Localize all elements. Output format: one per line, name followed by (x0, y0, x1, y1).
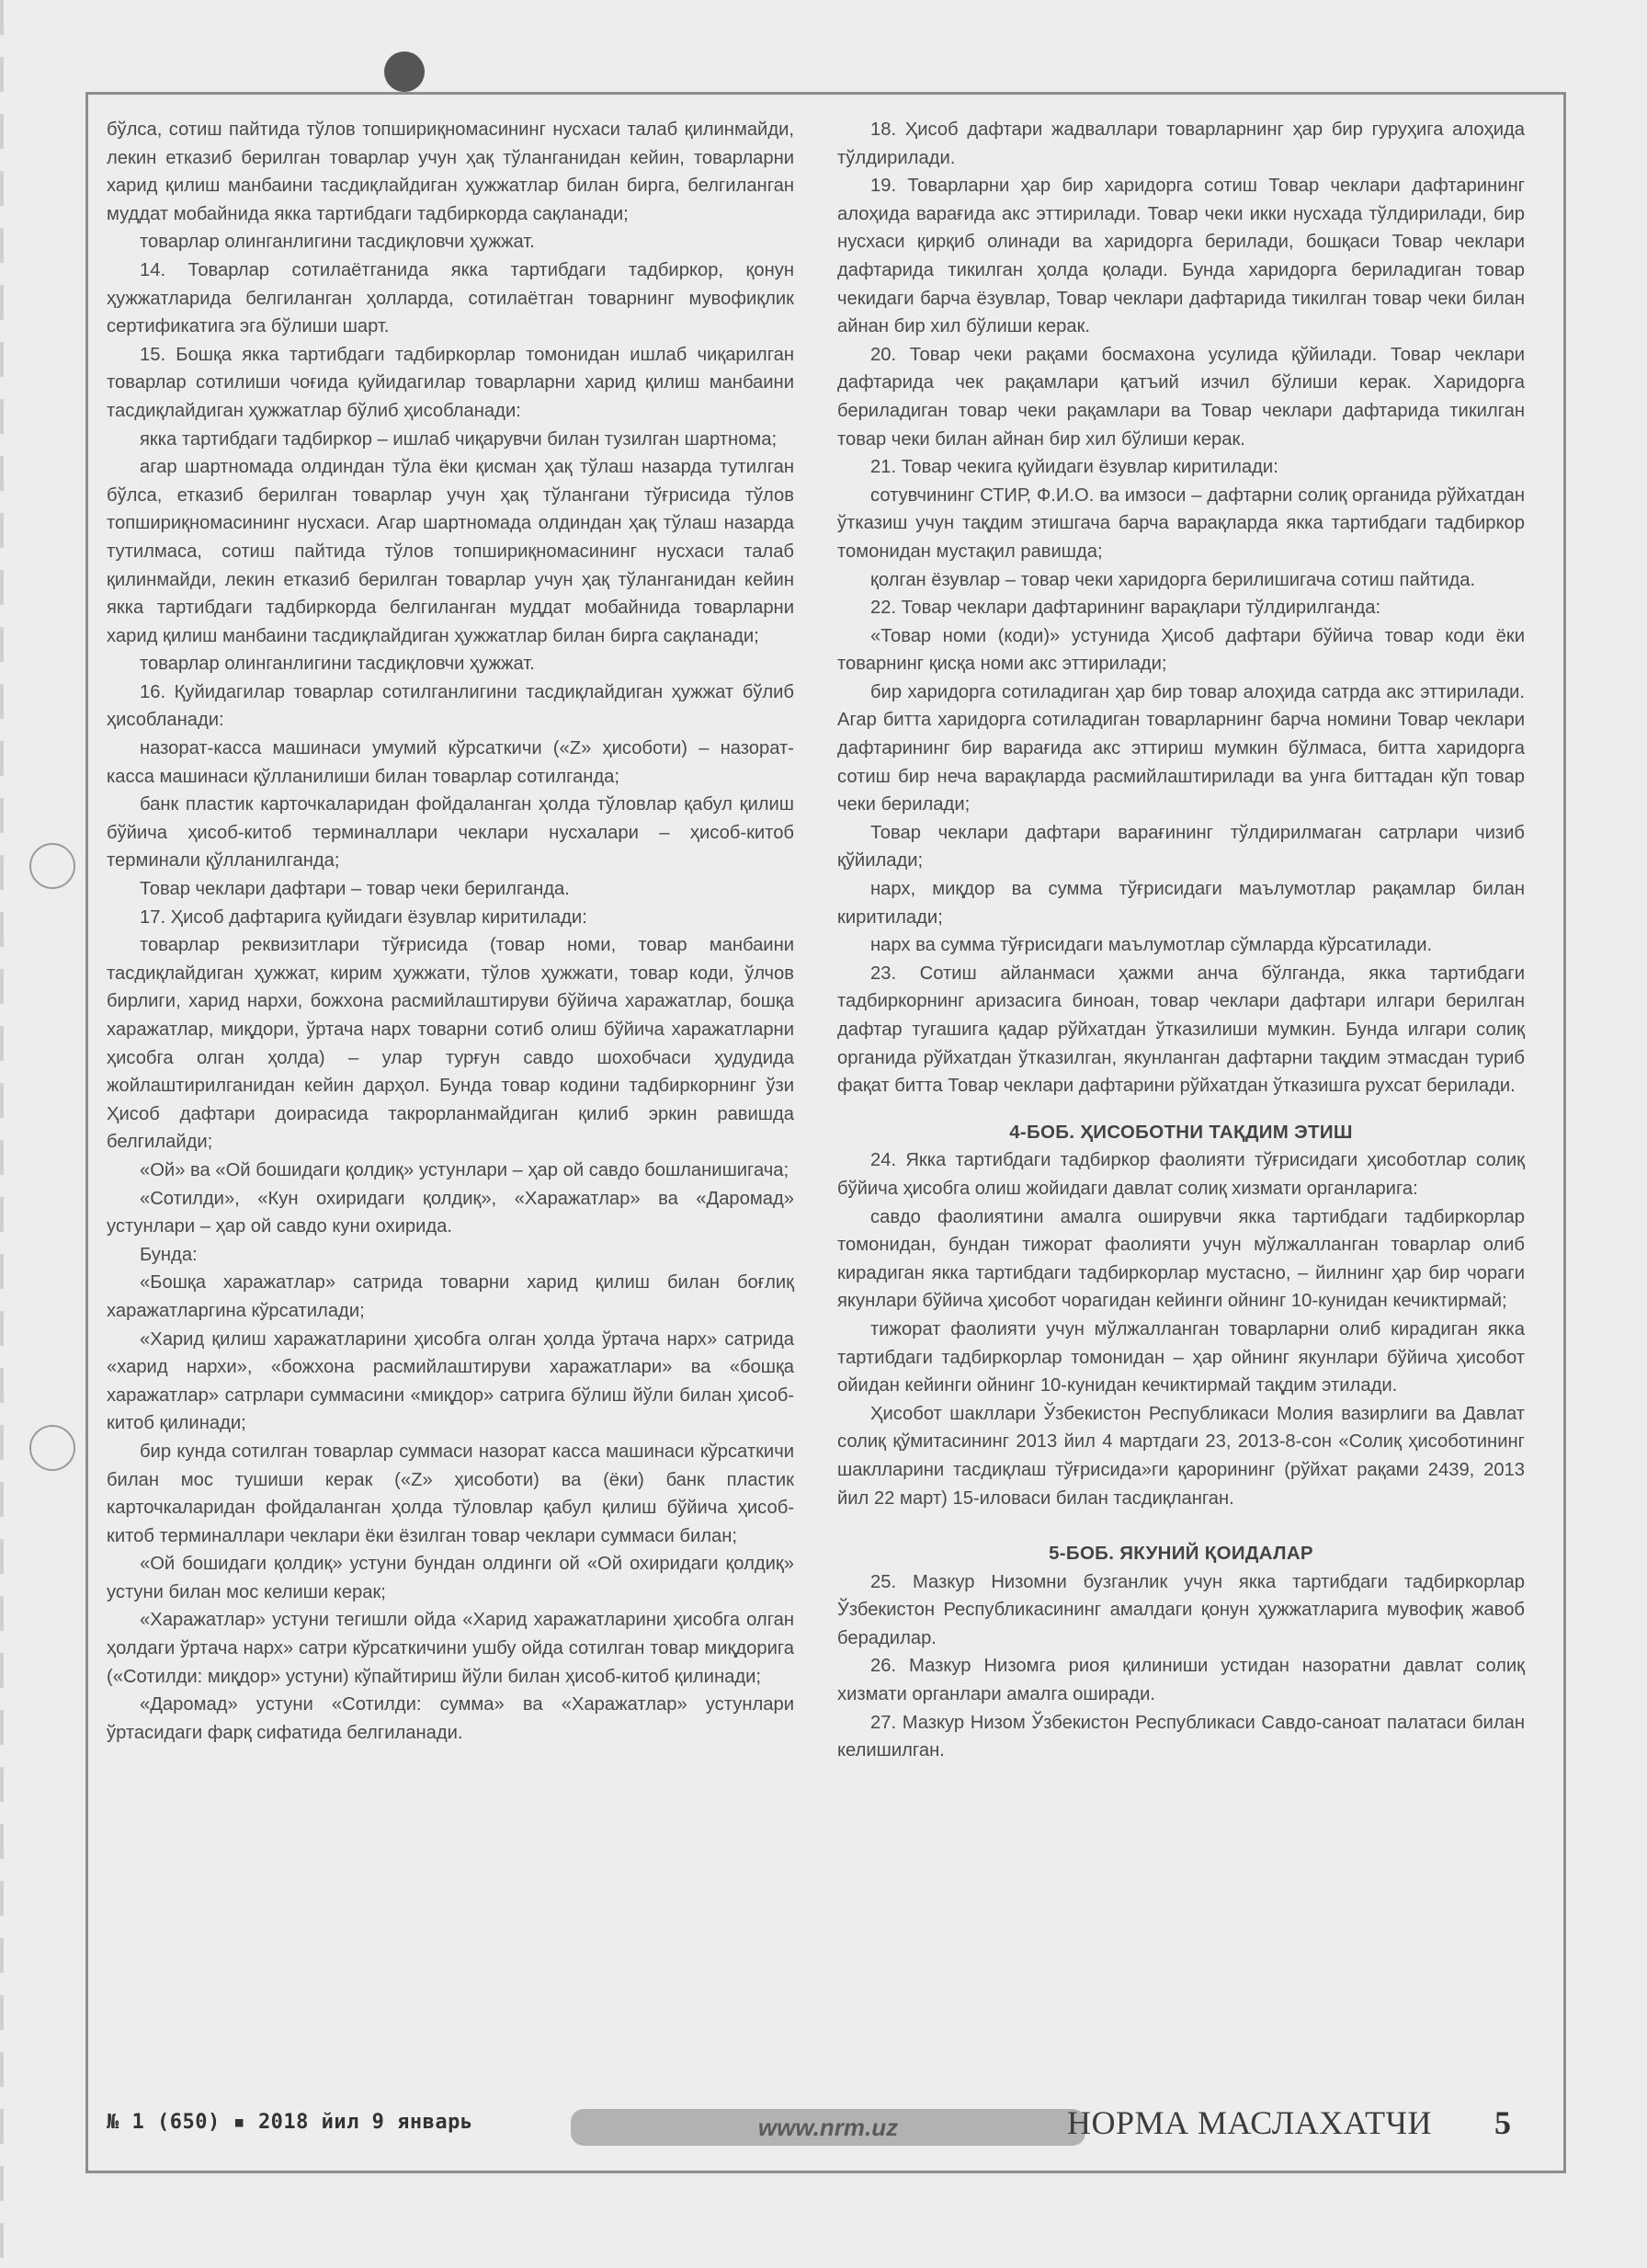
issue-info: № 1 (650) ▪ 2018 йил 9 январь (107, 2111, 473, 2134)
binder-ring-bottom (29, 1425, 75, 1471)
page-number: 5 (1494, 2104, 1511, 2141)
paragraph: «Ой» ва «Ой бошидаги қолдиқ» устунлари – ҳар ой савдо бошланишигача; (140, 1159, 789, 1180)
paragraph: товарлар олинганлигини тасдиқловчи ҳужжат. (140, 232, 535, 253)
paragraph: 24. Якка тартибдаги тадбиркор фаолияти тўғрисидаги ҳисоботлар солиқ бўйича ҳисобга олиш жойидаги давлат солиқ хизмати органларига: (837, 1150, 1525, 1199)
paragraph: товарлар реквизитлари тўғрисида (товар номи, товар манбаини тасдиқлайдиган ҳужжат, кирим ҳужжати, тўлов ҳужжати, товар коди, ўлчов бирлиги, харид нархи, божхона расмийлаштируви бўйича харажатлар, бошқа харажатлар, миқдори, ўртача нарх товарни сотиб олиш бўйича харажатларни ҳисобга олган ҳолда) – улар турғун савдо шохобчаси ҳудудида жойлаштирилганидан кейин дарҳол. Бунда товар кодини тадбиркорнинг ўзи Ҳисоб дафтари доирасида такрорланмайдиган қилиб эркин равишда белгилайди; (107, 935, 794, 1153)
paragraph: Ҳисобот шакллари Ўзбекистон Республикаси Молия вазирлиги ва Давлат солиқ қўмитасининг 2013 йил 4 мартдаги 23, 2013-8-сон «Солиқ ҳисоботининг шаклларини тасдиқлаш тўғрисида»ги қарорининг (рўйхат рақами 2439, 2013 йил 22 март) 15-иловаси билан тасдиқланган. (837, 1403, 1525, 1509)
paragraph: агар шартномада олдиндан тўла ёки қисман ҳақ тўлаш назарда тутилган бўлса, етказиб берилган товарлар учун ҳақ тўлангани тўғрисида тўлов топшириқномасининг нусхаси. Агар шартномада олдиндан ҳақ тўлаш назарда тутилмаса, сотиш пайтида тўлов топшириқномасининг нусхаси талаб қилинмайди, лекин етказиб берилган товарлар учун ҳақ тўланганидан кейин якка тартибдаги тадбиркорда белгиланган муддат мобайнида товарларни харид қилиш манбаини тасдиқлайдиган ҳужжатлар билан бирга сақланади; (107, 457, 794, 646)
right-column (837, 116, 1525, 1765)
paragraph: бўлса, сотиш пайтида тўлов топшириқномасининг нусхаси талаб қилинмайди, лекин етказиб берилган товарлар учун ҳақ тўланганидан кейин, товарларни харид қилиш манбаини тасдиқлайдиган ҳужжатлар билан бирга, белгиланган муддат мобайнида якка тартибдаги тадбиркорда сақланади; (107, 120, 794, 224)
paragraph: савдо фаолиятини амалга оширувчи якка тартибдаги тадбиркорлар томонидан, бундан тижорат фаолияти учун мўлжалланган товарлар олиб кирадиган якка тартибдаги тадбиркорлар мустасно, – йилнинг ҳар бир чораги якунлари бўйича ҳисобот чорагидан кейинги ойнинг 10-кунидан кечиктирмай; (837, 1206, 1525, 1312)
paragraph: 21. Товар чекига қуйидаги ёзувлар киритилади: (870, 457, 1278, 478)
scan-edge (0, 0, 4, 2268)
paragraph: 18. Ҳисоб дафтари жадваллари товарларнинг ҳар бир гуруҳига алоҳида тўлдирилади. (837, 120, 1525, 168)
paragraph: 16. Қуйидагилар товарлар сотилганлигини тасдиқлайдиган ҳужжат бўлиб ҳисобланади: (107, 681, 794, 731)
paragraph: банк пластик карточкаларидан фойдаланган ҳолда тўловлар қабул қилиш бўйича ҳисоб-китоб терминаллари чеклари нусхалари – ҳисоб-китоб терминали қўлланилганда; (107, 794, 794, 872)
paragraph: 25. Мазкур Низомни бузганлик учун якка тартибдаги тадбиркорлар Ўзбекистон Республикасининг амалдаги қонун ҳужжатларига мувофиқ жавоб берадилар. (837, 1571, 1525, 1648)
punch-hole-mark (384, 51, 425, 92)
paragraph: «Сотилди», «Кун охиридаги қолдиқ», «Харажатлар» ва «Даромад» устунлари – ҳар ой савдо куни охирида. (107, 1188, 794, 1237)
website-link[interactable]: www.nrm.uz (757, 2114, 899, 2141)
paragraph: Бунда: (140, 1244, 198, 1265)
paragraph: «Харажатлар» устуни тегишли ойда «Харид харажатларини ҳисобга олган ҳолдаги ўртача нарх» сатри кўрсаткичини ушбу ойда сотилган товар миқдорига («Сотилди: миқдор» устуни) кўпайтириш йўли билан ҳисоб-китоб қилинади; (107, 1610, 794, 1687)
chapter-4-heading: 4-БОБ. ҲИСОБОТНИ ТАҚДИМ ЭТИШ (1009, 1121, 1353, 1143)
paragraph: бир кунда сотилган товарлар суммаси назорат касса машинаси кўрсаткичи билан мос тушиши керак («Z» ҳисоботи) ва (ёки) банк пластик карточкаларидан фойдаланган ҳолда тўловлар қабул қилиш бўйича ҳисоб-китоб терминаллари чеклари ёки ёзилган товар чеклари суммаси билан; (107, 1441, 794, 1546)
publication-brand: НОРМА МАСЛАХАТЧИ (1067, 2104, 1432, 2141)
paragraph: 26. Мазкур Низомга риоя қилиниши устидан назоратни давлат солиқ хизмати органлари амалга оширади. (837, 1656, 1525, 1705)
paragraph: Товар чеклари дафтари – товар чеки берилганда. (140, 879, 570, 900)
paragraph: «Товар номи (коди)» устунида Ҳисоб дафтари бўйича товар коди ёки товарнинг қисқа номи акс эттирилади; (837, 625, 1525, 675)
page-footer (107, 2100, 1522, 2155)
paragraph: 22. Товар чеклари дафтарининг варақлари тўлдирилганда: (870, 598, 1381, 619)
paragraph: нарх ва сумма тўғрисидаги маълумотлар сўмларда кўрсатилади. (870, 935, 1433, 956)
paragraph: 27. Мазкур Низом Ўзбекистон Республикаси Савдо-саноат палатаси билан келишилган. (837, 1712, 1525, 1761)
binder-ring-top (29, 843, 75, 889)
paragraph: назорат-касса машинаси умумий кўрсаткичи («Z» ҳисоботи) – назорат-касса машинаси қўлланилиши билан товарлар сотилганда; (107, 738, 794, 787)
left-column (107, 116, 794, 1747)
paragraph: 14. Товарлар сотилаётганида якка тартибдаги тадбиркор, қонун ҳужжатларида белгиланган ҳолларда, сотилаётган товарнинг мувофиқлик сертификатига эга бўлиши шарт. (107, 259, 794, 337)
paragraph: 23. Сотиш айланмаси ҳажми анча бўлганда, якка тартибдаги тадбиркорнинг аризасига биноан, товар чеклари дафтари илгари берилган дафтар тугашига қадар рўйхатдан ўтказилиши мумкин. Бунда илгари солиқ органида рўйхатдан ўтказилган, якунланган дафтарни тақдим этмасдан туриб фақат битта Товар чеклари дафтарини рўйхатдан ўтказишга рухсат берилади. (837, 963, 1525, 1097)
paragraph: 15. Бошқа якка тартибдаги тадбиркорлар томонидан ишлаб чиқарилган товарлар сотилиши чоғида қуйидагилар товарларни харид қилиш манбаини тасдиқлайдиган ҳужжатлар бўлиб ҳисобланади: (107, 344, 794, 421)
paragraph: товарлар олинганлигини тасдиқловчи ҳужжат. (140, 654, 535, 675)
paragraph: бир харидорга сотиладиган ҳар бир товар алоҳида сатрда акс эттирилади. Агар битта харидорга сотиладиган товарларнинг барча номини Товар чеклари дафтарининг бир варағида акс эттириш мумкин бўлмаса, битта харидорга сотиш бир неча варақларда расмийлаштирилади ва унга биттадан кўп товар чеки берилади; (837, 681, 1525, 815)
paragraph: «Ой бошидаги қолдиқ» устуни бундан олдинги ой «Ой охиридаги қолдиқ» устуни билан мос келиши керак; (107, 1554, 794, 1602)
paragraph: «Даромад» устуни «Сотилди: сумма» ва «Харажатлар» устунлари ўртасидаги фарқ сифатида белгиланади. (107, 1694, 794, 1743)
paragraph: тижорат фаолияти учун мўлжалланган товарларни олиб кирадиган якка тартибдаги тадбиркорлар томонидан – ҳар ойнинг якунлари бўйича ҳисобот ойидан кейинги ойнинг 10-кунидан кечиктирмай тақдим этилади. (837, 1318, 1525, 1396)
paragraph: «Бошқа харажатлар» сатрида товарни харид қилиш билан боғлиқ харажатларгина кўрсатилади; (107, 1272, 794, 1321)
paragraph: якка тартибдаги тадбиркор – ишлаб чиқарувчи билан тузилган шартнома; (140, 428, 778, 450)
paragraph: нарх, миқдор ва сумма тўғрисидаги маълумотлар рақамлар билан киритилади; (837, 879, 1525, 928)
paragraph: 19. Товарларни ҳар бир харидорга сотиш Товар чеклари дафтарининг алоҳида варағида акс эттирилади. Товар чеки икки нусхада тўлдирилади, бир нусхаси қирқиб олинади ва харидорга берилади, бошқаси Товар чеклари дафтарида тикилган ҳолда қолади. Бунда харидорга бериладиган товар чекидаги барча ёзувлар, Товар чеклари дафтарида тикилган товар чеки билан айнан бир хил бўлиши керак. (837, 176, 1525, 337)
paragraph: қолган ёзувлар – товар чеки харидорга берилишигача сотиш пайтида. (870, 569, 1476, 590)
paragraph: «Харид қилиш харажатларини ҳисобга олган ҳолда ўртача нарх» сатрида «харид нархи», «божхона расмийлаштируви харажатлари» ва «бошқа харажатлар» сатрлари суммасини «миқдор» сатрига бўлиш йўли билан ҳисоб-китоб қилинади; (107, 1328, 794, 1434)
paragraph: 17. Ҳисоб дафтарига қуйидаги ёзувлар киритилади: (140, 906, 587, 928)
chapter-5-heading: 5-БОБ. ЯКУНИЙ ҚОИДАЛАР (1049, 1543, 1313, 1565)
paragraph: сотувчининг СТИР, Ф.И.О. ва имзоси – дафтарни солиқ органида рўйхатдан ўтказиш учун тақдим этишгача барча варақларда якка тартибдаги тадбиркор томонидан мустақил равишда; (837, 484, 1525, 562)
paragraph: 20. Товар чеки рақами босмахона усулида қўйилади. Товар чеклари дафтарида чек рақамлари қатъий изчил бўлиши керак. Харидорга бериладиган товар чеки рақамлари ва Товар чеклари дафтарида тикилган товар чеки билан айнан бир хил бўлиши керак. (837, 344, 1525, 450)
paragraph: Товар чеклари дафтари варағининг тўлдирилмаган сатрлари чизиб қўйилади; (837, 822, 1525, 872)
